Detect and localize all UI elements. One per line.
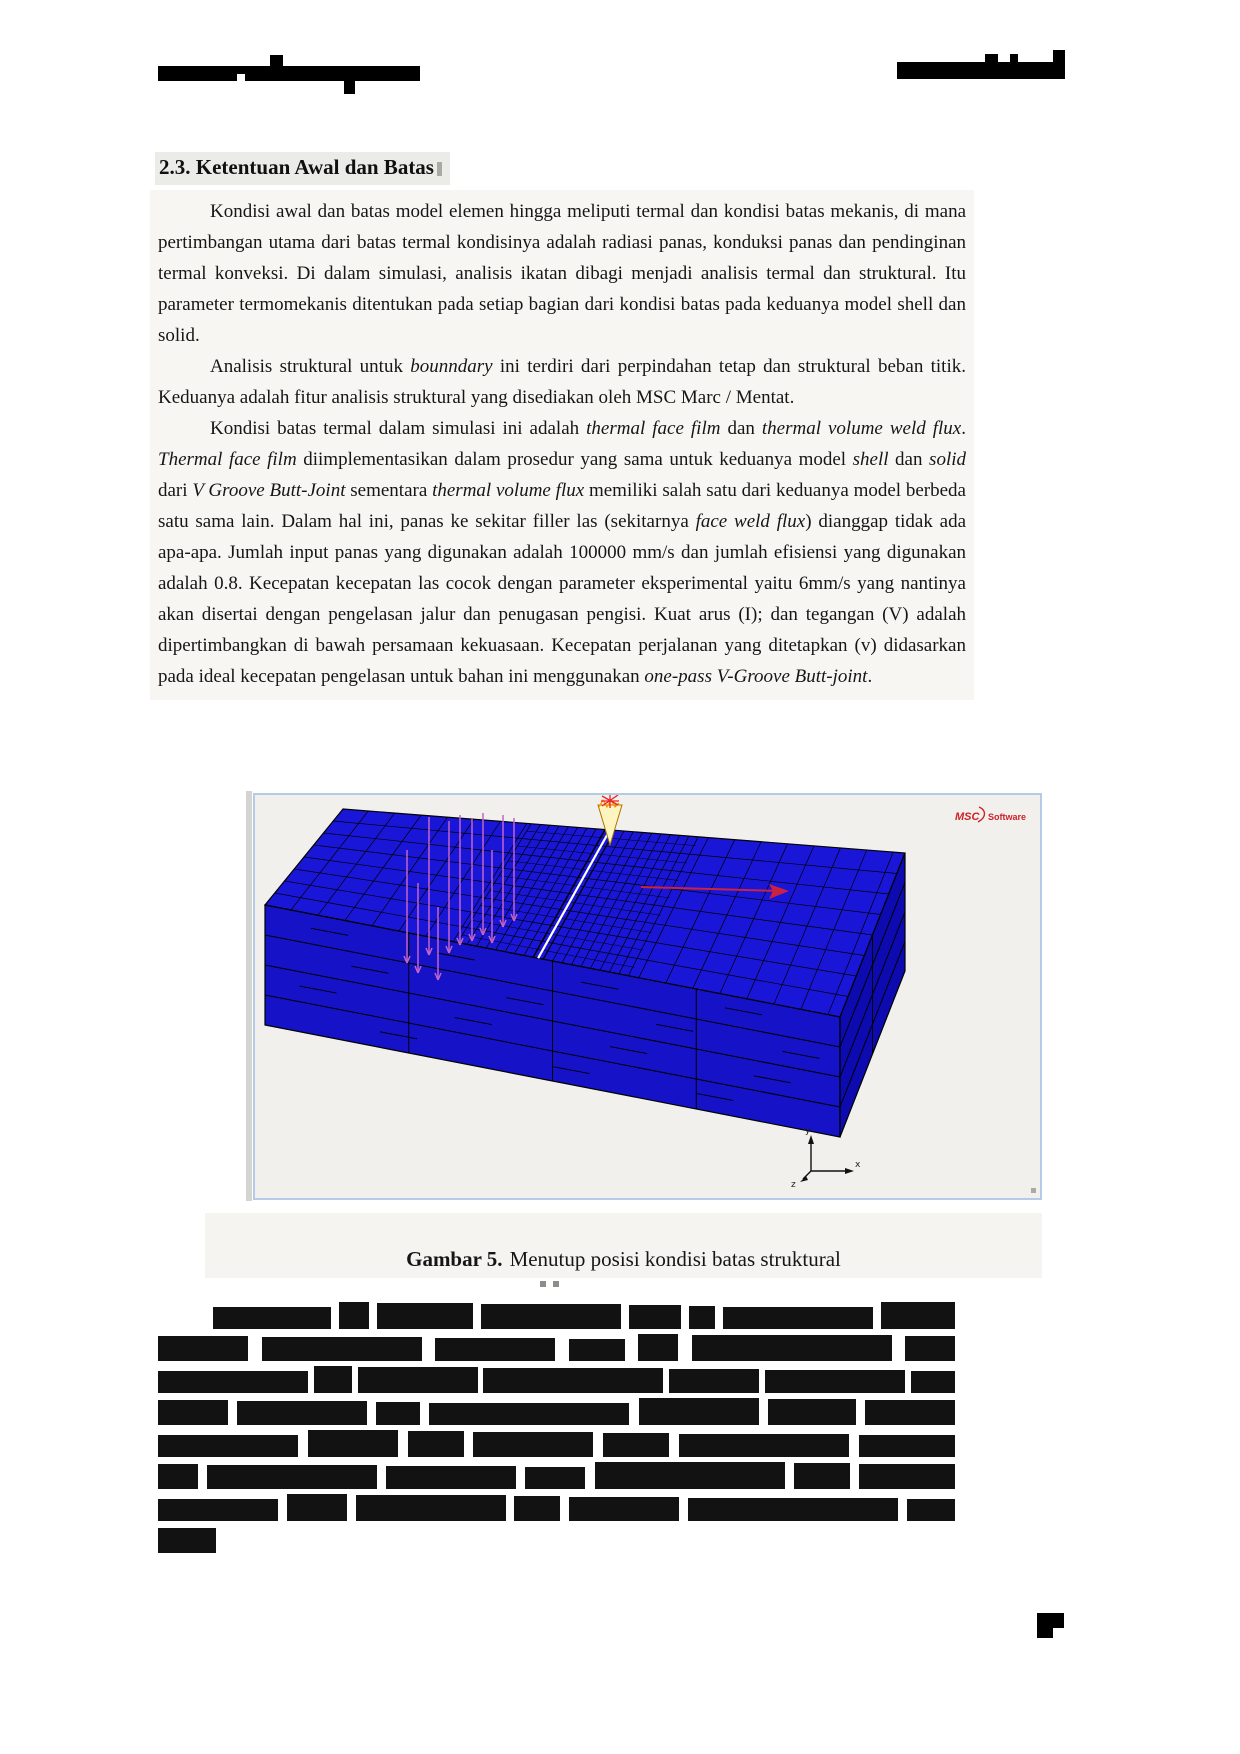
redacted-line [158,1430,955,1457]
text-run: Analisis struktural untuk [210,356,411,377]
redacted-word [692,1335,892,1361]
paragraph [158,351,966,413]
redacted-word [639,1398,759,1425]
italic-term: thermal volume flux [432,480,585,501]
redacted-word [765,1370,905,1393]
body-text [150,190,974,700]
text-run: ) dianggap tidak ada apa-apa. Jumlah input panas yang digunakan adalah 100000 mm/s dan jumlah efisiensi yang digunakan adalah 0.8. Kecepatan kecepatan las cocok dengan parameter eksperimental yaitu 6mm/s yang nantinya akan disertai dengan pengelasan jalur dan penugasan pengisi. Kuat arus (I); dan tegangan (V) adalah dipertimbangkan di bawah persamaan kekuasaan. Kecepatan perjalanan yang ditetapkan (v) didasarkan pada ideal kecepatan pengelasan untuk bahan ini menggunakan [158,511,966,687]
msc-software-logo [955,807,1026,823]
redacted-line [158,1526,955,1553]
redaction-notch [1053,1628,1064,1638]
section-heading [155,152,450,185]
redacted-word [287,1494,347,1521]
redacted-word [859,1435,955,1457]
text-run: . [867,666,873,687]
italic-term: solid [929,449,966,470]
redacted-word [569,1497,679,1521]
redacted-word [377,1303,473,1329]
redacted-word [768,1399,856,1425]
redacted-word [881,1302,955,1329]
redacted-word [435,1338,555,1361]
text-run: memiliki salah satu dari keduanya model berbeda satu sama lain. Dalam hal ini, panas ke sekitar filler las (sekitarnya [158,480,966,532]
redacted-word [905,1336,955,1361]
text-run: ini terdiri dari perpindahan tetap dan struktural beban titik. Keduanya adalah fitur analisis struktural yang disediakan oleh MSC Marc / Mentat. [158,356,966,408]
redacted-word [158,1371,308,1393]
axis-label-z: z [791,1180,796,1190]
logo-msc-text: MSC [955,811,980,823]
redacted-word [481,1304,621,1329]
redacted-word [595,1462,785,1489]
redacted-word [376,1402,420,1425]
caption-label: Gambar 5. [406,1247,503,1271]
redacted-word [158,1464,198,1489]
redacted-word [907,1499,955,1521]
italic-term: shell [852,449,889,470]
redacted-word [638,1334,678,1361]
figure-box [253,793,1042,1200]
axis-label-x: x [855,1160,861,1170]
italic-term: thermal face film [586,418,721,439]
redacted-word [158,1499,278,1521]
redacted-word [158,1435,298,1457]
section-heading-text: 2.3. Ketentuan Awal dan Batas [159,155,434,179]
text-run: . [961,418,966,439]
redacted-word [669,1369,759,1393]
redacted-word [158,1400,228,1425]
redacted-line [158,1494,955,1521]
redacted-word [314,1366,352,1393]
text-run: dari [158,480,193,501]
redacted-word [483,1368,663,1393]
scan-artifact [540,1281,559,1287]
redacted-line [158,1366,955,1393]
redacted-paragraph [158,1302,955,1558]
redacted-line [158,1398,955,1425]
text-run: Kondisi batas termal dalam simulasi ini adalah [210,418,587,439]
axis-triad [791,1126,861,1190]
redacted-word [569,1339,625,1361]
fem-mesh-figure [255,795,1040,1198]
redacted-word [213,1307,331,1329]
scan-shadow-strip [246,791,252,1201]
caption-text: Menutup posisi kondisi batas struktural [509,1247,841,1271]
italic-term: one-pass V-Groove Butt-joint [644,666,868,687]
redacted-word [158,1336,248,1361]
redacted-word [429,1403,629,1425]
paragraph [158,196,966,351]
redacted-word [603,1433,669,1457]
redacted-word [386,1466,516,1489]
redacted-line [213,1302,955,1329]
redacted-word [794,1463,850,1489]
text-run: sementara [345,480,433,501]
redacted-line [158,1334,955,1361]
italic-term: Thermal face film [158,449,297,470]
redacted-word [473,1432,593,1457]
italic-term: bounndary [410,356,493,377]
redacted-word [865,1400,955,1425]
paragraph [158,413,966,692]
italic-term: thermal volume weld flux [761,418,962,439]
redacted-word [308,1430,398,1457]
redacted-word [723,1307,873,1329]
redacted-word [679,1434,849,1457]
redacted-word [158,1528,216,1553]
redacted-word [207,1465,377,1489]
figure-caption [205,1213,1042,1278]
text-run: dan [720,418,762,439]
redacted-word [689,1306,715,1329]
redacted-word [356,1495,506,1521]
logo-software-text: Software [988,812,1027,822]
italic-term: face weld flux [695,511,806,532]
redacted-word [911,1371,955,1393]
redacted-word [629,1305,681,1329]
page-number-redaction [1037,1613,1064,1638]
text-run: diimplementasikan dalam prosedur yang sama untuk keduanya model [296,449,853,470]
text-run: Kondisi awal dan batas model elemen hingga meliputi termal dan kondisi batas mekanis, di mana pertimbangan utama dari batas termal kondisinya adalah radiasi panas, konduksi panas dan pendinginan termal konveksi. Di dalam simulasi, analisis ikatan dibagi menjadi analisis termal dan struktural. Itu parameter termomekanis ditentukan pada setiap bagian dari kondisi batas pada keduanya model shell dan solid. [158,201,966,346]
axis-label-y: y [805,1126,811,1136]
redacted-word [859,1464,955,1489]
redacted-word [688,1498,898,1521]
text-run: dan [888,449,930,470]
redacted-word [339,1302,369,1329]
redacted-word [237,1401,367,1425]
redacted-word [408,1431,464,1457]
scan-artifact [1031,1188,1036,1193]
redacted-word [514,1496,560,1521]
redacted-word [358,1367,478,1393]
redacted-word [262,1337,422,1361]
italic-term: V Groove Butt-Joint [192,480,346,501]
redacted-line [158,1462,955,1489]
redacted-word [525,1467,585,1489]
scan-artifact [437,162,442,176]
